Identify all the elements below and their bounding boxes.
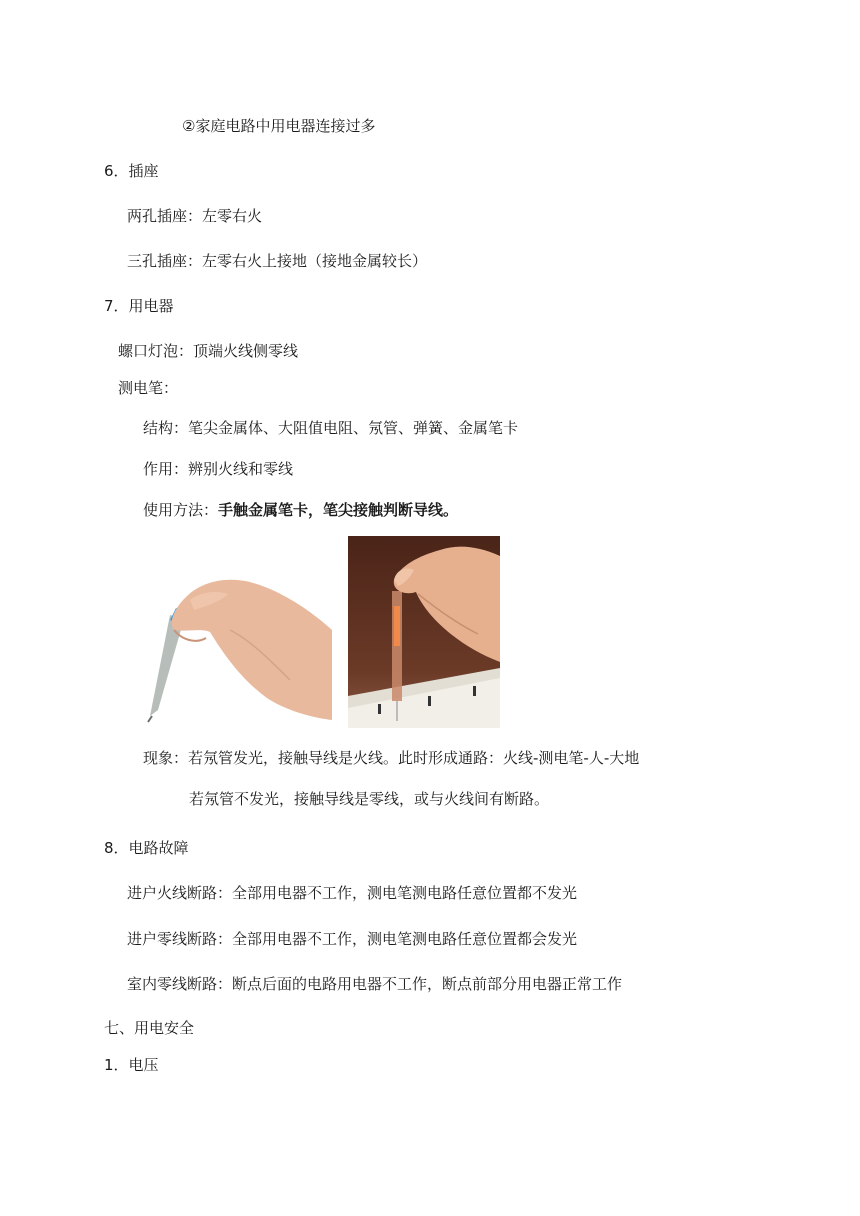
socket-testing-photo: [348, 536, 500, 728]
usage-method: 手触金属笔卡，笔尖接触判断导线。: [218, 501, 459, 519]
usage-label: 使用方法：: [143, 501, 219, 519]
text-line: 进户零线断路：全部用电器不工作，测电笔测电路任意位置都会发光: [127, 930, 578, 948]
text-line: 螺口灯泡：顶端火线侧零线: [118, 342, 299, 360]
text-line: 若氖管不发光，接触导线是零线，或与火线间有断路。: [189, 790, 550, 808]
section-heading-socket: 6．插座: [104, 162, 159, 180]
text-line: 进户火线断路：全部用电器不工作，测电笔测电路任意位置都不发光: [127, 884, 578, 902]
text-line-phenomenon: 现象：若氖管发光，接触导线是火线。此时形成通路：火线-测电笔-人-大地: [143, 749, 640, 767]
text-line: 两孔插座：左零右火: [127, 207, 263, 225]
text-line: ②家庭电路中用电器连接过多: [182, 117, 376, 135]
text-line: 三孔插座：左零右火上接地（接地金属较长）: [127, 252, 428, 270]
chapter-heading-electrical-safety: 七、用电安全: [104, 1019, 195, 1037]
section-heading-appliance: 7．用电器: [104, 297, 174, 315]
test-pen-hand-photo: [140, 570, 332, 728]
text-line: 结构：笔尖金属体、大阻值电阻、氖管、弹簧、金属笔卡: [143, 419, 519, 437]
text-line: 作用：辨别火线和零线: [143, 460, 294, 478]
text-line-usage: [143, 500, 458, 520]
text-line: 测电笔：: [118, 379, 179, 397]
section-heading-circuit-fault: 8．电路故障: [104, 839, 189, 857]
text-line: 室内零线断路：断点后面的电路用电器不工作，断点前部分用电器正常工作: [127, 975, 623, 993]
section-heading-voltage: 1．电压: [104, 1056, 159, 1074]
